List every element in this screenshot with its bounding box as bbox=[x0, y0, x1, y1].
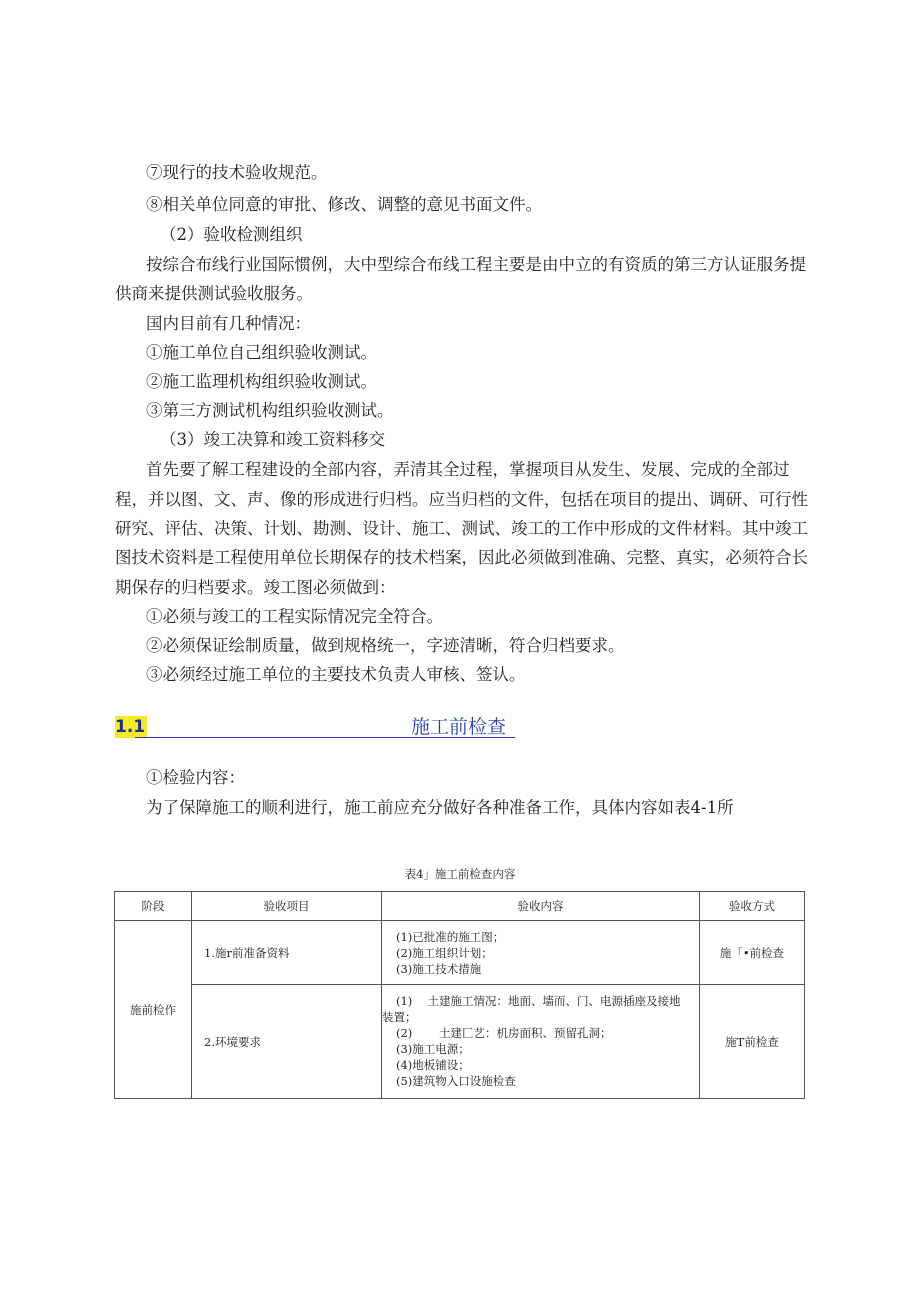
header-item: 验收项目 bbox=[192, 892, 382, 921]
content-line: (2) 土建匚艺：机房面积、预留孔洞； bbox=[396, 1026, 612, 1040]
check-body: 为了保障施工的顺利进行，施工前应充分做好各种准备工作，具体内容如表4-1所 bbox=[146, 798, 734, 817]
section-number: 1.1 bbox=[115, 717, 146, 737]
header-stage: 阶段 bbox=[115, 892, 192, 921]
header-method: 验收方式 bbox=[700, 892, 805, 921]
list-item: ③第三方测试机构组织验收测试。 bbox=[146, 401, 394, 420]
list-item: ②必须保证绘制质量，做到规格统一，字迹清晰，符合归档要求。 bbox=[146, 636, 625, 655]
content-line: (2)施工组织计划； bbox=[396, 946, 493, 960]
list-item: ③必须经过施工单位的主要技术负责人审核、签认。 bbox=[146, 665, 526, 684]
item-cell: 1.施r前准备资料 bbox=[192, 921, 382, 985]
stage-cell: 施前检作 bbox=[115, 921, 192, 1099]
content-line: (1)已批准的施工图； bbox=[396, 930, 505, 944]
content-cell bbox=[382, 921, 700, 985]
inspection-table bbox=[114, 891, 805, 1099]
section-heading bbox=[115, 716, 515, 740]
table-row bbox=[115, 985, 805, 1099]
content-cell bbox=[382, 985, 700, 1099]
method-cell: 施「•前检查 bbox=[700, 921, 805, 985]
content-line: (1) 土建施工情况：地面、墙而、门、电源插座及接地 bbox=[396, 994, 681, 1008]
paragraph-line: 研究、评估、决策、计划、勘测、设计、施工、测试、竣工的工作中形成的文件材料。其中竣工 bbox=[115, 519, 808, 538]
header-content: 验收内容 bbox=[382, 892, 700, 921]
subsection-title-2: （2）验收检测组织 bbox=[160, 225, 303, 244]
method-cell: 施T前检查 bbox=[700, 985, 805, 1099]
paragraph-line: 程，并以图、文、声、像的形成进行归档。应当归档的文件，包括在项目的提出、调研、可行性 bbox=[115, 490, 808, 509]
paragraph-item-7: ⑦现行的技术验收规范。 bbox=[146, 163, 328, 182]
paragraph-item-8: ⑧相关单位同意的审批、修改、调整的意见书面文件。 bbox=[146, 195, 542, 214]
check-label: ①检验内容： bbox=[146, 768, 245, 787]
list-item: ①施工单位自己组织验收测试。 bbox=[146, 343, 377, 362]
paragraph-line: 期保存的归档要求。竣工图必须做到： bbox=[115, 578, 396, 597]
list-item: ①必须与竣工的工程实际情况完全符合。 bbox=[146, 607, 443, 626]
table-header-row bbox=[115, 892, 805, 921]
content-line: 装置； bbox=[382, 1010, 417, 1024]
section-title: 施工前检查 bbox=[411, 716, 507, 738]
paragraph-line: 按综合布线行业国际惯例，大中型综合布线工程主要是由中立的有资质的第三方认证服务提 bbox=[146, 255, 806, 274]
subsection-title-3: （3）竣工决算和竣工资料移交 bbox=[160, 430, 385, 449]
paragraph-line: 首先要了解工程建设的全部内容，弄清其全过程，掌握项目从发生、发展、完成的全部过 bbox=[146, 460, 790, 479]
list-item: ②施工监理机构组织验收测试。 bbox=[146, 372, 377, 391]
table-row bbox=[115, 921, 805, 985]
content-line: (5)建筑物入口设施检查 bbox=[396, 1074, 516, 1088]
content-line: (4)地板铺设； bbox=[396, 1058, 470, 1072]
paragraph-line: 供商来提供测试验收服务。 bbox=[115, 284, 313, 303]
paragraph-intro: 国内目前有几种情况： bbox=[146, 314, 311, 333]
paragraph-line: 图技术资料是工程使用单位长期保存的技术档案，因此必须做到准确、完整、真实，必须符合长 bbox=[115, 548, 808, 567]
table-caption: 表4」施工前检查内容 bbox=[404, 867, 516, 881]
item-cell: 2.环境要求 bbox=[192, 985, 382, 1099]
content-line: (3)施工电源； bbox=[396, 1042, 470, 1056]
content-line: (3)施工技术措施 bbox=[396, 962, 482, 976]
